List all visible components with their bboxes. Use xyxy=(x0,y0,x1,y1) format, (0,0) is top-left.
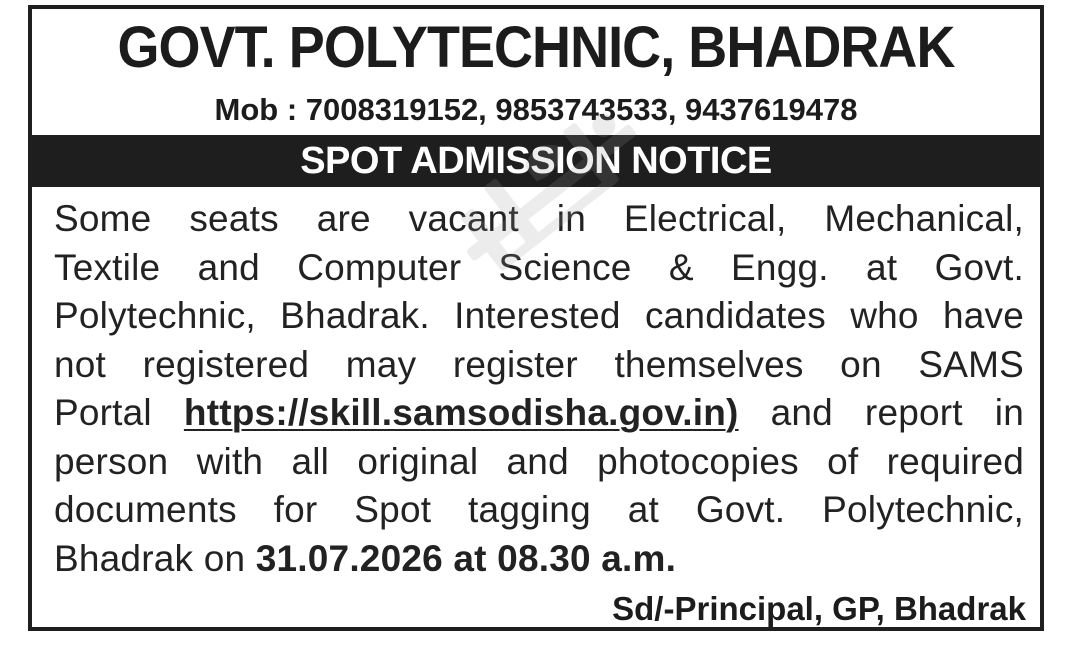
admission-notice xyxy=(28,5,1044,631)
sams-portal-link[interactable]: https://skill.samsodisha.gov.in) xyxy=(183,392,739,433)
notice-body xyxy=(54,195,1024,583)
notice-title: GOVT. POLYTECHNIC, BHADRAK xyxy=(117,15,955,80)
body-line-2: Textile and Computer Science & Engg. at Govt. xyxy=(54,246,1024,288)
notice-banner: SPOT ADMISSION NOTICE xyxy=(32,135,1040,187)
location-text: Bhadrak on xyxy=(54,537,256,579)
report-text: and report in xyxy=(738,392,1025,433)
body-line-3: Polytechnic, Bhadrak. Interested candidates who have xyxy=(54,295,1024,336)
body-line-4: not registered may register themselves on SAMS xyxy=(54,343,1024,385)
body-line-1: Some seats are vacant in Electrical, Mechanical, xyxy=(54,198,1024,239)
principal-signature: Sd/-Principal, GP, Bhadrak xyxy=(612,590,1026,627)
body-line-8 xyxy=(54,535,1024,584)
body-line-7: documents for Spot tagging at Govt. Polytechnic, xyxy=(54,489,1024,530)
body-line-6: person with all original and photocopies of required xyxy=(54,440,1024,482)
mobile-numbers: Mob : 7008319152, 9853743533, 9437619478 xyxy=(214,92,858,127)
body-line-5 xyxy=(54,389,1024,438)
admission-date-time: 31.07.2026 at 08.30 a.m. xyxy=(255,537,677,579)
portal-label: Portal xyxy=(54,392,184,433)
